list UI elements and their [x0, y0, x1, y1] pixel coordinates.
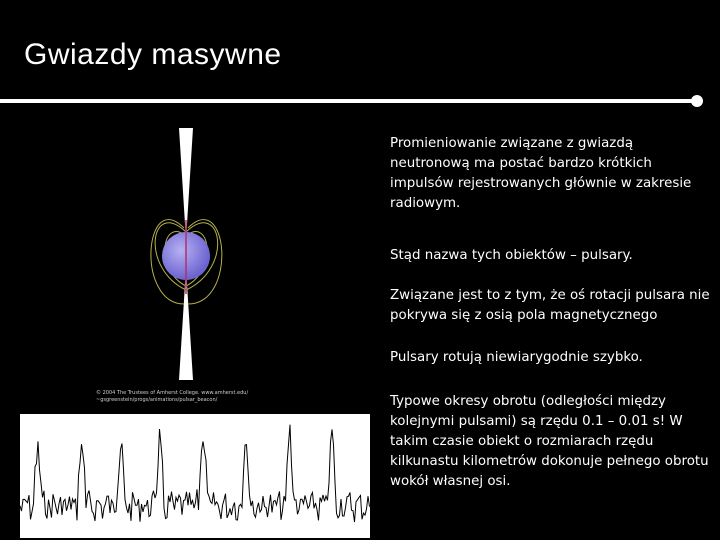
pulse-recording-plot: [20, 414, 370, 538]
paragraph-pulsar-name: Stąd nazwa tych obiektów – pulsary.: [390, 248, 633, 263]
title-divider: [0, 99, 694, 103]
pulse-trace: [20, 425, 370, 522]
paragraph-intro: Promieniowanie związane z gwiazdą neutronową ma postać bardzo krótkich impulsów rejestrowanych głównie w zakresie radiowym.: [390, 136, 692, 211]
paragraph-rotation-speed: Pulsary rotują niewiarygodnie szybko.: [390, 350, 643, 365]
image-copyright: © 2004 The Trustees of Amherst College. www.amherst.edu/ ~gsgreenstein/progs/animations/pulsar_beacon/: [96, 390, 249, 403]
paragraph-rotation-period: Typowe okresy obrotu (odległości między kolejnymi pulsami) są rzędu 0.1 – 0.01 s! W takim czasie obiekt o rozmiarach rzędu kilkunastu kilometrów dokonuje pełnego obrotu wokół własnej osi.: [390, 394, 709, 489]
pulsar-illustration: [140, 128, 234, 380]
paragraph-rotation-axis: Związane jest to z tym, że oś rotacji pulsara nie pokrywa się z osią pola magnetycznego: [390, 288, 710, 323]
slide-title: Gwiazdy masywne: [24, 38, 282, 71]
title-divider-dot: [691, 95, 703, 107]
